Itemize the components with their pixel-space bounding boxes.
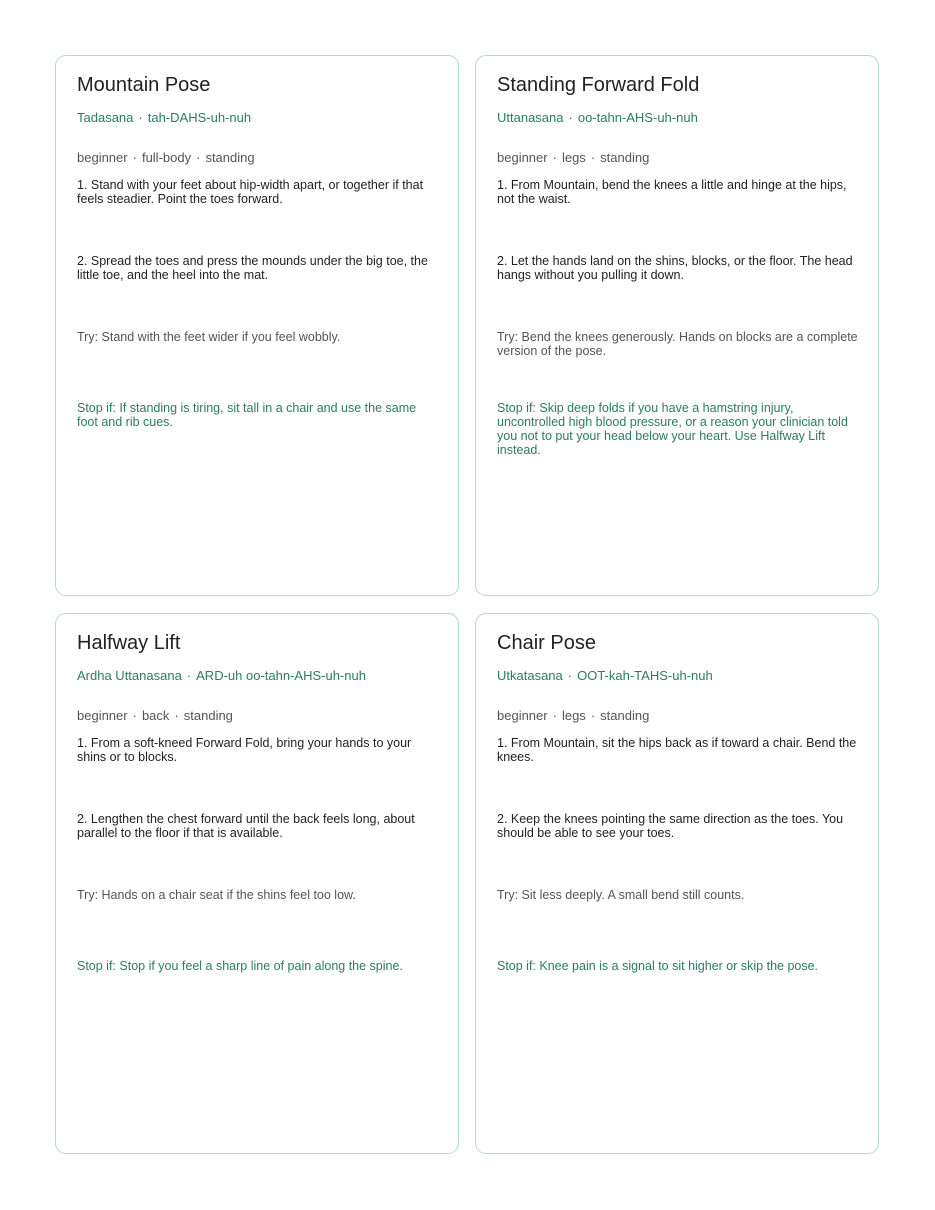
pose-sanskrit-name: Uttanasana <box>497 110 564 125</box>
pose-pronunciation: tah-DAHS-uh-nuh <box>147 110 252 125</box>
pose-focus: legs <box>561 708 586 723</box>
pose-title: Halfway Lift <box>77 632 181 654</box>
pose-step-2: 2. Keep the knees pointing the same direction as the toes. You should be able to see your toes. <box>497 812 844 840</box>
pose-sanskrit-name: Tadasana <box>77 110 134 125</box>
pose-try-tip: Try: Stand with the feet wider if you feel wobbly. <box>77 330 341 344</box>
separator-dot: · <box>590 150 596 165</box>
pose-position: standing <box>205 150 255 165</box>
pose-step-2: 2. Spread the toes and press the mounds under the big toe, the little toe, and the heel into the mat. <box>77 254 428 282</box>
pose-card-mountain <box>55 55 459 596</box>
pose-card-standing-forward-fold <box>475 55 879 596</box>
pose-position: standing <box>600 150 650 165</box>
pose-tags <box>77 708 233 724</box>
pose-sanskrit-line <box>497 668 713 684</box>
pose-level: beginner <box>77 708 128 723</box>
pose-title: Chair Pose <box>497 632 596 654</box>
pose-stop-warning: Stop if: If standing is tiring, sit tall in a chair and use the same foot and rib cues. <box>77 401 417 429</box>
pose-stop-warning: Stop if: Skip deep folds if you have a hamstring injury, uncontrolled high blood pressure, or a reason your clinician told you not to put your head below your heart. Use Halfway Lift instead. <box>497 401 848 457</box>
pose-sanskrit-line <box>497 110 698 126</box>
pose-pronunciation: OOT-kah-TAHS-uh-nuh <box>577 668 713 683</box>
pose-sanskrit-name: Utkatasana <box>497 668 563 683</box>
separator-dot: · <box>138 110 143 125</box>
pose-tags <box>497 150 649 166</box>
pose-focus: back <box>141 708 170 723</box>
pose-try-tip: Try: Hands on a chair seat if the shins feel too low. <box>77 888 356 902</box>
pose-step-1: 1. From Mountain, bend the knees a little and hinge at the hips, not the waist. <box>497 178 847 206</box>
pose-sanskrit-name: Ardha Uttanasana <box>77 668 182 683</box>
pose-pronunciation: oo-tahn-AHS-uh-nuh <box>577 110 698 125</box>
pose-card-halfway-lift <box>55 613 459 1154</box>
separator-dot: · <box>132 708 137 723</box>
pose-tags <box>77 150 255 166</box>
pose-tags <box>497 708 649 724</box>
pose-step-2: 2. Lengthen the chest forward until the back feels long, about parallel to the floor if that is available. <box>77 812 415 840</box>
pose-title: Mountain Pose <box>77 74 211 96</box>
separator-dot: · <box>552 150 557 165</box>
pose-title: Standing Forward Fold <box>497 74 700 96</box>
separator-dot: · <box>590 708 596 723</box>
pose-try-tip: Try: Bend the knees generously. Hands on blocks are a complete version of the pose. <box>497 330 858 358</box>
pose-position: standing <box>183 708 233 723</box>
pose-focus: legs <box>561 150 586 165</box>
separator-dot: · <box>568 110 573 125</box>
pose-pronunciation: ARD-uh oo-tahn-AHS-uh-nuh <box>196 668 366 683</box>
pose-card-chair <box>475 613 879 1154</box>
separator-dot: · <box>186 668 192 683</box>
separator-dot: · <box>552 708 557 723</box>
pose-step-2: 2. Let the hands land on the shins, blocks, or the floor. The head hangs without you pulling it down. <box>497 254 853 282</box>
pose-sanskrit-line <box>77 110 251 126</box>
pose-stop-warning: Stop if: Stop if you feel a sharp line of pain along the spine. <box>77 959 403 973</box>
pose-stop-warning: Stop if: Knee pain is a signal to sit higher or skip the pose. <box>497 959 819 973</box>
pose-focus: full-body <box>141 150 192 165</box>
pose-level: beginner <box>497 708 548 723</box>
separator-dot: · <box>567 668 573 683</box>
pose-level: beginner <box>77 150 128 165</box>
separator-dot: · <box>174 708 179 723</box>
pose-sanskrit-line <box>77 668 366 684</box>
pose-step-1: 1. Stand with your feet about hip-width apart, or together if that feels steadier. Point the toes forward. <box>77 178 424 206</box>
pose-position: standing <box>600 708 650 723</box>
pose-step-1: 1. From Mountain, sit the hips back as if toward a chair. Bend the knees. <box>497 736 857 764</box>
separator-dot: · <box>196 150 201 165</box>
pose-step-1: 1. From a soft-kneed Forward Fold, bring your hands to your shins or to blocks. <box>77 736 412 764</box>
pose-level: beginner <box>497 150 548 165</box>
pose-try-tip: Try: Sit less deeply. A small bend still counts. <box>497 888 745 902</box>
separator-dot: · <box>132 150 137 165</box>
